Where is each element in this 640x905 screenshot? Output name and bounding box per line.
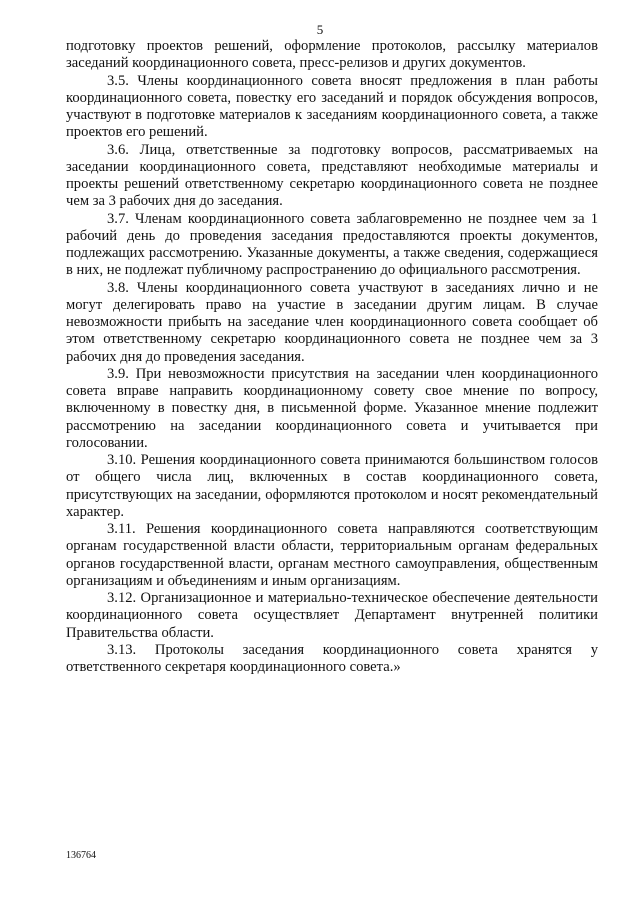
page-number: 5	[316, 22, 324, 37]
paragraph-3-5: 3.5. Члены координационного совета вносят предложения в план работы координационного совета, повестку его заседаний и порядок обсуждения вопросов, участвуют в подготовке материалов к заседаниям координационного совета, а также проектов его решений.	[66, 72, 598, 141]
paragraph-3-10: 3.10. Решения координационного совета принимаются большинством голосов от общего числа лиц, включенных в состав координационного совета, присутствующих на заседании, оформляются протоколом и носят рекомендательный характер.	[66, 452, 598, 520]
paragraph-3-8: 3.8. Члены координационного совета участвуют в заседаниях лично и не могут делегировать право на участие в заседании другим лицам. В случае невозможности прибыть на заседание член координационного совета сообщает об этом ответственному секретарю координационного совета не позднее чем за 3 рабочих дня до проведения заседания.	[66, 279, 598, 365]
paragraph-3-11: 3.11. Решения координационного совета направляются соответствующим органам государственной власти области, территориальным органам федеральных органов государственной власти, органам местного самоуправления, общественным организациям и объединениям и иным организациям.	[66, 521, 598, 589]
paragraph-3-12: 3.12. Организационное и материально-техническое обеспечение деятельности координационного совета осуществляет Департамент внутренней политики Правительства области.	[66, 590, 598, 641]
paragraph-continuation: подготовку проектов решений, оформление протоколов, рассылку материалов заседаний координационного совета, пресс-релизов и других документов.	[66, 38, 598, 72]
paragraph-3-9: 3.9. При невозможности присутствия на заседании член координационного совета вправе направить координационному совету свое мнение по вопросу, включенному в повестку дня, в письменной форме. Указанное мнение подлежит рассмотрению на заседании координационного совета и учитывается при голосовании.	[66, 365, 598, 451]
paragraph-3-13: 3.13. Протоколы заседания координационного совета хранятся у ответственного секретаря координационного совета.»	[66, 641, 598, 675]
document-body	[66, 38, 598, 676]
paragraph-3-7: 3.7. Членам координационного совета заблаговременно не позднее чем за 1 рабочий день до проведения заседания предоставляются проекты документов, подлежащих рассмотрению. Указанные документы, а также сведения, содержащиеся в них, не подлежат публичному распространению до официального рассмотрения.	[66, 210, 598, 279]
document-code: 136764	[66, 850, 96, 861]
paragraph-3-6: 3.6. Лица, ответственные за подготовку вопросов, рассматриваемых на заседании координационного совета, представляют необходимые материалы и проекты решений ответственному секретарю координационного совета не позднее чем за 3 рабочих дня до заседания.	[66, 141, 598, 210]
